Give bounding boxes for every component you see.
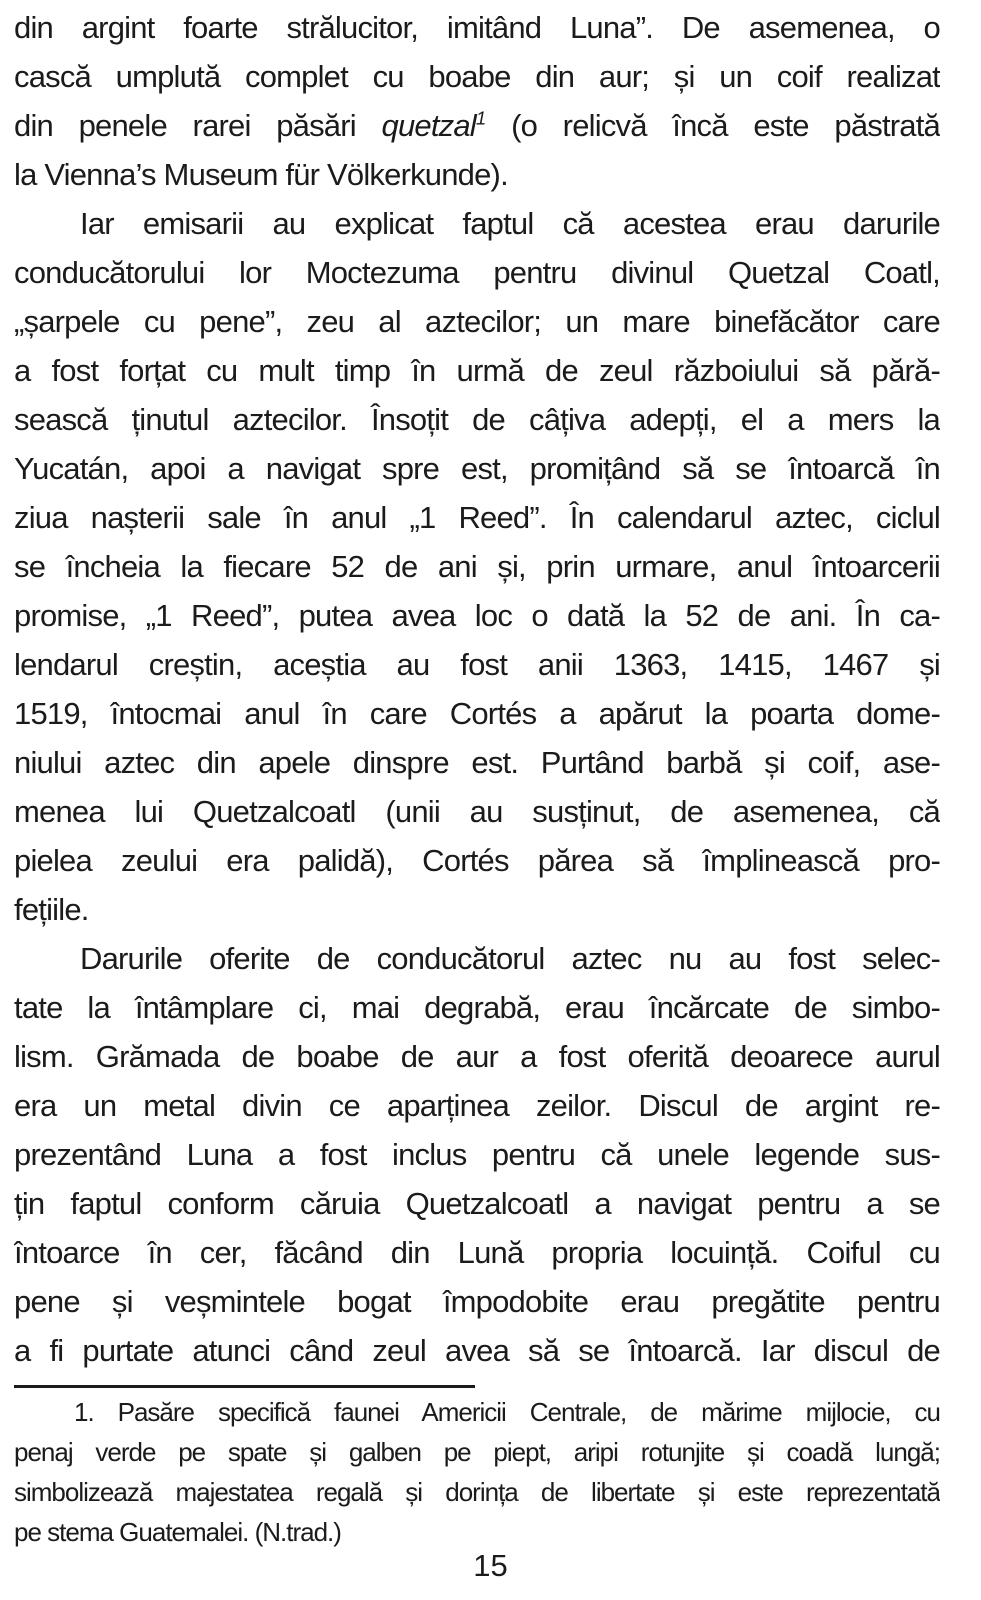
footnote-line [14,1432,940,1472]
text-line [14,395,940,444]
text-segment: (o relicvă încă este păstrată [485,108,940,143]
text-segment: promise, „1 Reed”, putea avea loc o dată la 52 de ani. În ca- [14,598,940,633]
text-segment: se încheia la fiecare 52 de ani și, prin urmare, anul întoarcerii [14,549,940,584]
text-segment: pielea zeului era palidă), Cortés părea să împlinească pro- [14,843,940,878]
text-segment: la Vienna’s Museum für Völkerkunde). [14,157,508,192]
paragraph [14,3,940,199]
text-segment: conducătorului lor Moctezuma pentru divinul Quetzal Coatl, [14,255,940,290]
text-line [14,787,940,836]
body-text [14,3,940,1375]
footnote-line [14,1392,940,1432]
text-line [14,836,940,885]
text-segment: ziua nașterii sale în anul „1 Reed”. În calendarul aztec, ciclul [14,500,940,535]
text-segment: lendarul creștin, aceștia au fost anii 1363, 1415, 1467 și [14,647,940,682]
text-line [14,1130,940,1179]
text-line [14,346,940,395]
text-segment: lism. Grămada de boabe de aur a fost oferită deoarece aurul [14,1039,940,1074]
footnote [14,1392,940,1552]
text-segment: 1519, întocmai anul în care Cortés a apărut la poarta dome- [14,696,940,731]
text-line [14,52,940,101]
text-segment: întoarce în cer, făcând din Lună propria locuință. Coiful cu [14,1235,940,1270]
text-line [14,1081,940,1130]
text-line [14,1228,940,1277]
text-line [14,689,940,738]
text-segment: era un metal divin ce aparținea zeilor. Discul de argint re- [14,1088,940,1123]
text-segment: Darurile oferite de conducătorul aztec nu au fost selec- [80,941,940,976]
text-line [14,297,940,346]
text-segment: menea lui Quetzalcoatl (unii au susținut, de asemenea, că [14,794,940,829]
text-segment: prezentând Luna a fost inclus pentru că unele legende sus- [14,1137,940,1172]
text-line [14,493,940,542]
text-line [14,934,940,983]
text-line [14,885,940,934]
text-segment: 1. Pasăre specifică faunei Americii Centrale, de mărime mijlocie, cu [74,1397,940,1427]
text-segment: „șarpele cu pene”, zeu al aztecilor; un mare binefăcător care [14,304,940,339]
text-line [14,3,940,52]
text-segment: fețiile. [14,892,89,927]
text-segment: quetzal [381,108,476,143]
text-segment: Iar emisarii au explicat faptul că acestea erau darurile [80,206,940,241]
text-segment: tate la întâmplare ci, mai degrabă, erau încărcate de simbo- [14,990,940,1025]
text-line [14,1032,940,1081]
text-segment: din argint foarte strălucitor, imitând Luna”. De asemenea, o [14,10,940,45]
footnote-divider [14,1385,475,1388]
text-line [14,444,940,493]
text-segment: simbolizează majestatea regală și dorința de libertate și este reprezentată [14,1477,940,1507]
text-segment: penaj verde pe spate și galben pe piept, aripi rotunjite și coadă lungă; [14,1437,940,1467]
text-line [14,101,940,150]
footnote-line [14,1512,940,1552]
text-line [14,1277,940,1326]
text-segment: cască umplută complet cu boabe din aur; și un coif realizat [14,59,940,94]
paragraph [14,199,940,934]
paragraph [14,934,940,1375]
text-segment: niului aztec din apele dinspre est. Purtând barbă și coif, ase- [14,745,940,780]
text-line [14,591,940,640]
footnote-ref: 1 [475,107,486,129]
text-line [14,983,940,1032]
text-line [14,150,940,199]
text-segment: sească ținutul aztecilor. Însoțit de câțiva adepți, el a mers la [14,402,940,437]
text-segment: Yucatán, apoi a navigat spre est, promițând să se întoarcă în [14,451,940,486]
text-line [14,640,940,689]
text-segment: pene și veșmintele bogat împodobite erau pregătite pentru [14,1284,940,1319]
text-segment: pe stema Guatemalei. (N.trad.) [14,1517,341,1547]
text-line [14,199,940,248]
footnote-line [14,1472,940,1512]
text-segment: țin faptul conform căruia Quetzalcoatl a navigat pentru a se [14,1186,940,1221]
text-line [14,248,940,297]
text-line [14,1179,940,1228]
text-segment: a fost forțat cu mult timp în urmă de zeul războiului să pără- [14,353,940,388]
text-segment: din penele rarei păsări [14,108,382,143]
text-line [14,542,940,591]
text-segment: a fi purtate atunci când zeul avea să se întoarcă. Iar discul de [14,1333,940,1368]
text-line [14,1326,940,1375]
page-number: 15 [473,1548,508,1583]
text-line [14,738,940,787]
